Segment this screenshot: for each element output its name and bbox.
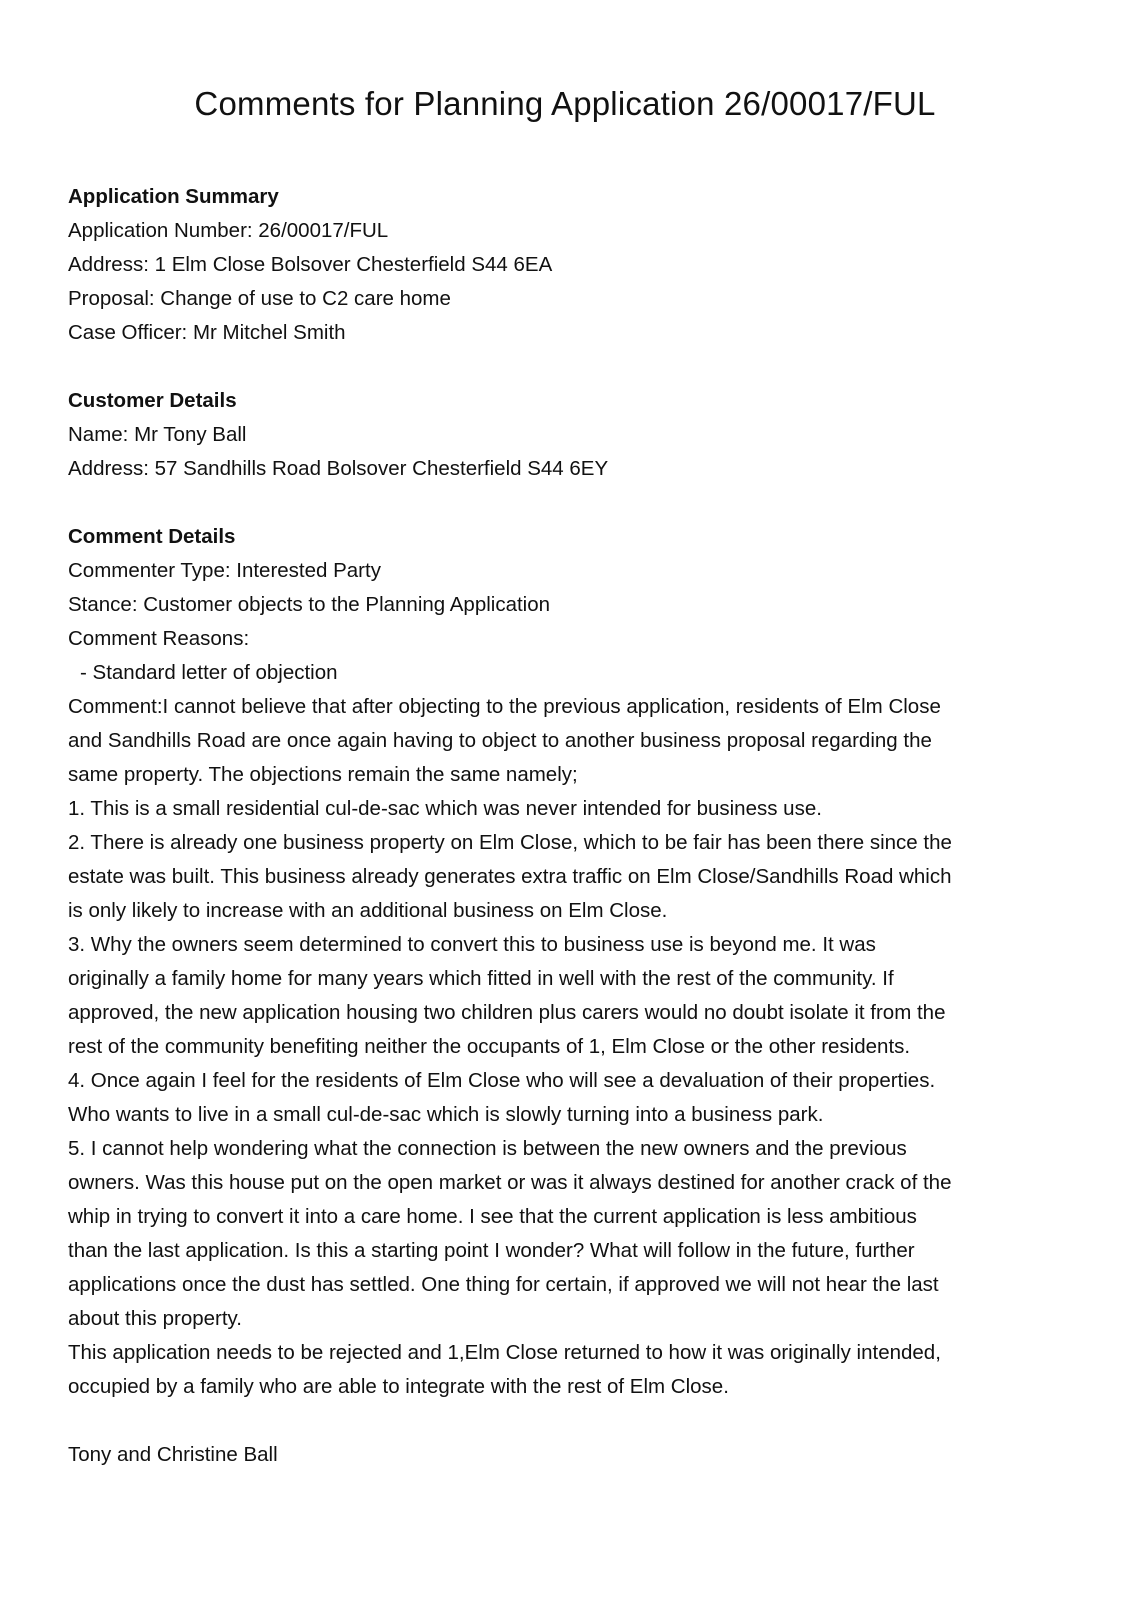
comment-line: 2. There is already one business property on Elm Close, which to be fair has been there since the (68, 831, 952, 854)
comment-line: estate was built. This business already generates extra traffic on Elm Close/Sandhills Road which (68, 865, 952, 888)
comment-line: owners. Was this house put on the open market or was it always destined for another crack of the (68, 1171, 952, 1194)
comment-line: Who wants to live in a small cul-de-sac which is slowly turning into a business park. (68, 1103, 824, 1126)
section-spacer (68, 486, 1063, 520)
comment-line: rest of the community benefiting neither the occupants of 1, Elm Close or the other residents. (68, 1035, 911, 1058)
case-officer: Case Officer: Mr Mitchel Smith (68, 321, 346, 344)
customer-name: Name: Mr Tony Ball (68, 423, 247, 446)
comment-line: 4. Once again I feel for the residents of Elm Close who will see a devaluation of their properties. (68, 1069, 936, 1092)
customer-details-section (68, 384, 1063, 486)
comment-line: is only likely to increase with an additional business on Elm Close. (68, 899, 668, 922)
customer-details-heading: Customer Details (68, 389, 237, 412)
signature: Tony and Christine Ball (68, 1443, 278, 1466)
comment-line: originally a family home for many years which fitted in well with the rest of the community. If (68, 967, 894, 990)
application-number: Application Number: 26/00017/FUL (68, 219, 389, 242)
comment-line: than the last application. Is this a starting point I wonder? What will follow in the future, further (68, 1239, 915, 1262)
comment-line: about this property. (68, 1307, 242, 1330)
application-proposal: Proposal: Change of use to C2 care home (68, 287, 451, 310)
commenter-type: Commenter Type: Interested Party (68, 559, 381, 582)
comment-line: This application needs to be rejected and 1,Elm Close returned to how it was originally intended, (68, 1341, 941, 1364)
comment-line: applications once the dust has settled. One thing for certain, if approved we will not hear the last (68, 1273, 939, 1296)
comment-details-section (68, 520, 1063, 1472)
comment-line: and Sandhills Road are once again having to object to another business proposal regarding the (68, 729, 932, 752)
section-spacer (68, 1404, 1063, 1438)
application-summary-heading: Application Summary (68, 185, 279, 208)
document-content (68, 180, 1063, 1472)
customer-address: Address: 57 Sandhills Road Bolsover Chesterfield S44 6EY (68, 457, 609, 480)
comment-line: occupied by a family who are able to integrate with the rest of Elm Close. (68, 1375, 729, 1398)
comment-reason-item: - Standard letter of objection (80, 661, 338, 684)
page-title: Comments for Planning Application 26/00017/FUL (194, 85, 936, 122)
comment-line: whip in trying to convert it into a care home. I see that the current application is less ambitious (68, 1205, 917, 1228)
comment-text (68, 690, 1063, 1404)
comment-reasons-label: Comment Reasons: (68, 627, 250, 650)
section-spacer (68, 350, 1063, 384)
comment-line: 1. This is a small residential cul-de-sac which was never intended for business use. (68, 797, 822, 820)
comment-line: same property. The objections remain the same namely; (68, 763, 578, 786)
comment-line: 5. I cannot help wondering what the connection is between the new owners and the previous (68, 1137, 907, 1160)
comment-stance: Stance: Customer objects to the Planning Application (68, 593, 551, 616)
application-summary-section (68, 180, 1063, 350)
comment-line: Comment:I cannot believe that after objecting to the previous application, residents of Elm Close (68, 695, 941, 718)
application-address: Address: 1 Elm Close Bolsover Chesterfield S44 6EA (68, 253, 553, 276)
comment-line: approved, the new application housing two children plus carers would no doubt isolate it from the (68, 1001, 946, 1024)
comment-details-heading: Comment Details (68, 525, 236, 548)
comment-line: 3. Why the owners seem determined to convert this to business use is beyond me. It was (68, 933, 876, 956)
